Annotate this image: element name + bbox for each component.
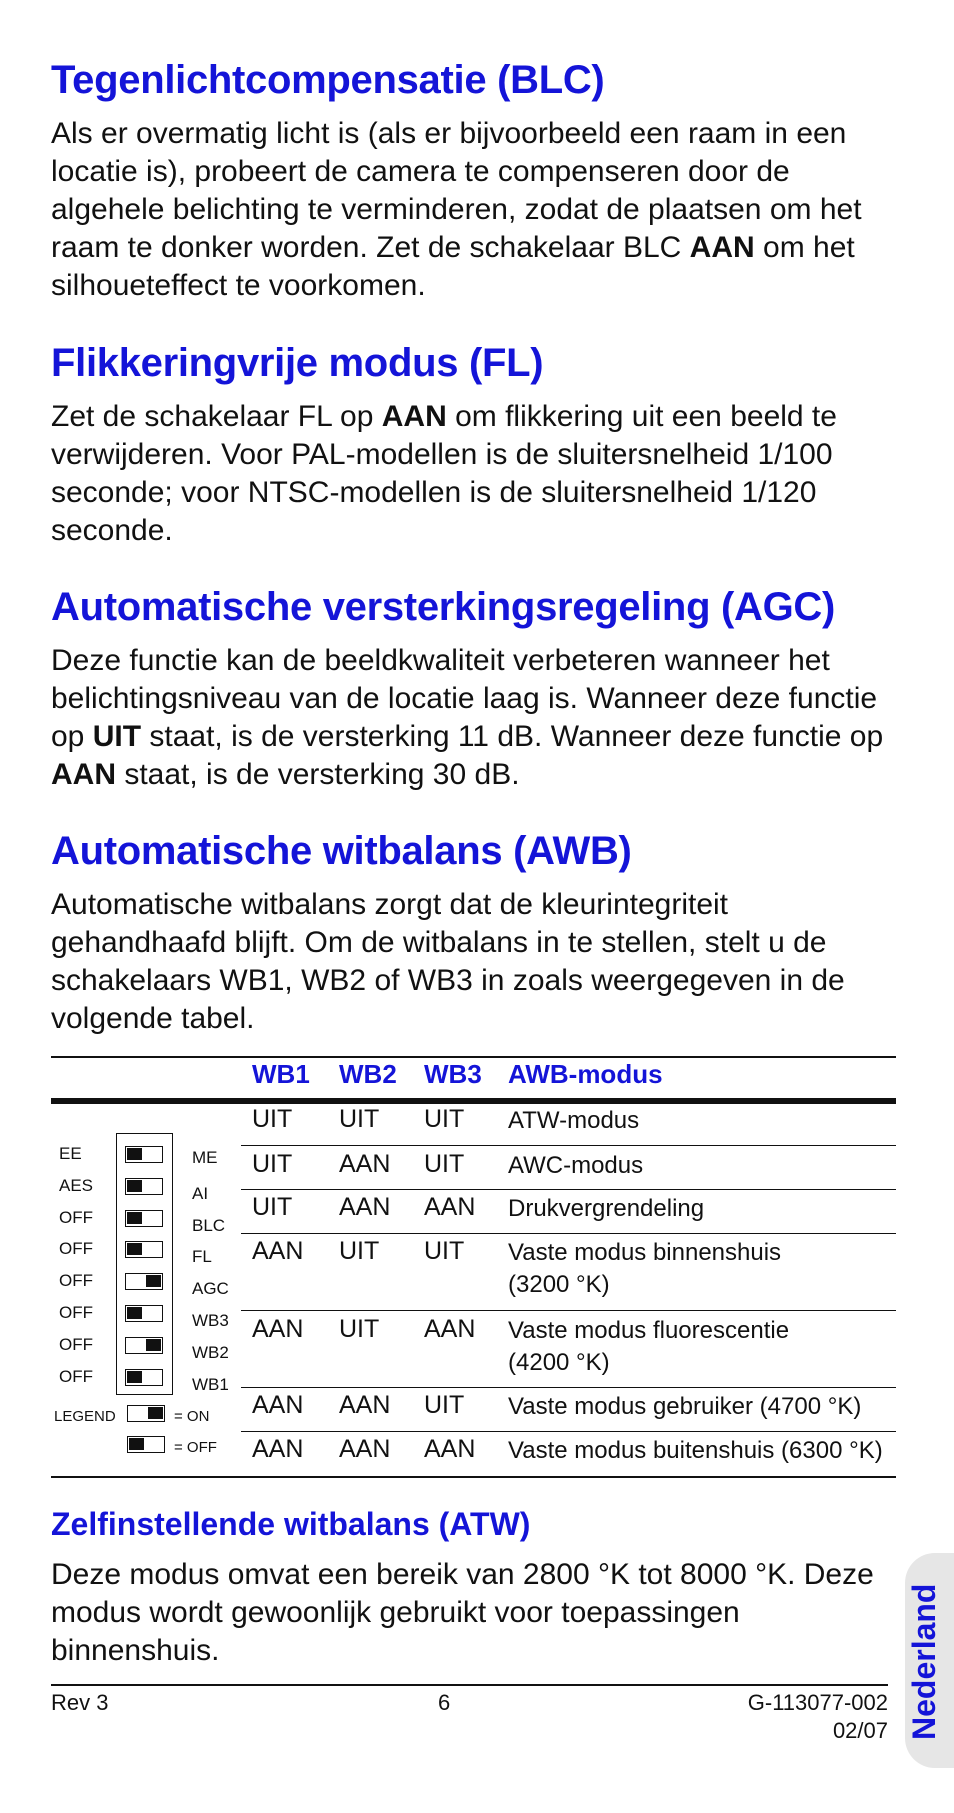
dip-left-label: OFF [59, 1367, 93, 1386]
table-cell-wb1: UIT [252, 1105, 293, 1133]
dip-switch-icon [125, 1178, 163, 1195]
heading-awb: Automatische witbalans (AWB) [51, 829, 632, 873]
dip-switch-icon [125, 1210, 163, 1227]
footer-doc-id: G-113077-002 [747, 1690, 888, 1715]
table-cell-wb3: AAN [424, 1193, 476, 1221]
dip-right-label: FL [192, 1247, 212, 1266]
table-cell-wb2: AAN [339, 1435, 391, 1463]
mode-line-2: (3200 °K) [508, 1271, 610, 1298]
heading-fl: Flikkeringvrije modus (FL) [51, 341, 544, 385]
paragraph-atw: Deze modus omvat een bereik van 2800 °K tot 8000 °K. Deze modus wordt gewoonlijk gebruikt voor toepassingen binnenshuis. [51, 1558, 874, 1667]
legend-off-label: = OFF [174, 1439, 217, 1456]
footer-rev: Rev 3 [51, 1690, 109, 1715]
mode-line-1: Vaste modus gebruiker (4700 °K) [508, 1393, 862, 1420]
dip-switch-icon [125, 1305, 163, 1322]
table-cell-wb3: UIT [424, 1237, 465, 1265]
table-cell-wb3: UIT [424, 1105, 465, 1133]
dip-right-label: AGC [192, 1279, 229, 1298]
mode-line-1: Drukvergrendeling [508, 1195, 705, 1222]
table-cell-wb1: AAN [252, 1315, 304, 1343]
table-cell-wb2: UIT [339, 1105, 380, 1133]
dip-right-label: ME [192, 1148, 218, 1167]
mode-line-1: AWC-modus [508, 1152, 644, 1179]
table-cell-wb1: UIT [252, 1150, 293, 1178]
mode-line-1: Vaste modus buitenshuis (6300 °K) [508, 1437, 883, 1464]
dip-left-label: AES [59, 1176, 94, 1195]
header-wb2: WB2 [339, 1059, 397, 1089]
dip-switch-icon [125, 1337, 163, 1354]
dip-left-label: EE [59, 1144, 82, 1163]
table-cell-wb1: AAN [252, 1435, 304, 1463]
table-cell-wb2: AAN [339, 1391, 391, 1419]
bold-aan: AAN [51, 758, 116, 791]
dip-switch-frame [116, 1133, 173, 1395]
paragraph-agc: Deze functie kan de beeldkwaliteit verbeteren wanneer het belichtingsniveau van de locatie laag is. Wanneer deze functie op UIT staat, is de versterking 11 dB. Wanneer deze functie op AAN staat, is de versterking 30 dB. [51, 644, 884, 791]
heading-agc: Automatische versterkingsregeling (AGC) [51, 585, 836, 629]
table-cell-wb1: AAN [252, 1237, 304, 1265]
dip-right-label: WB1 [192, 1375, 229, 1394]
table-row-rule [241, 1233, 896, 1234]
bold-aan: AAN [381, 400, 447, 433]
footer-page-number: 6 [438, 1690, 451, 1715]
table-cell-wb3: UIT [424, 1150, 465, 1178]
dip-right-label: BLC [192, 1216, 226, 1235]
header-wb3: WB3 [424, 1059, 482, 1089]
bold-aan: AAN [689, 231, 755, 264]
mode-line-1: Vaste modus binnenshuis [508, 1239, 782, 1266]
table-cell-mode [508, 1391, 861, 1423]
footer-rule [51, 1684, 888, 1686]
table-cell-mode [508, 1105, 639, 1137]
table-cell-wb2: UIT [339, 1315, 380, 1343]
dip-left-label: OFF [59, 1335, 93, 1354]
dip-left-label: OFF [59, 1303, 93, 1322]
table-cell-wb2: UIT [339, 1237, 380, 1265]
dip-right-label: WB2 [192, 1343, 229, 1362]
mode-line-1: ATW-modus [508, 1107, 640, 1134]
dip-left-label: OFF [59, 1239, 93, 1258]
mode-line-1: Vaste modus fluorescentie [508, 1317, 790, 1344]
table-cell-mode [508, 1237, 781, 1301]
dip-right-label: WB3 [192, 1311, 229, 1330]
table-cell-wb1: UIT [252, 1193, 293, 1221]
dip-right-label: AI [192, 1184, 209, 1203]
paragraph-fl: Zet de schakelaar FL op AAN om flikkering uit een beeld te verwijderen. Voor PAL-modellen is de sluitersnelheid 1/100 seconde; voor NTSC-modellen is de sluitersnelheid 1/120 seconde. [51, 400, 837, 547]
header-wb1: WB1 [252, 1059, 310, 1089]
table-cell-mode [508, 1435, 883, 1467]
table-cell-mode [508, 1315, 789, 1379]
legend-off-switch-icon [127, 1436, 165, 1453]
legend-on-label: = ON [174, 1408, 210, 1425]
table-row-rule [241, 1387, 896, 1388]
header-awb-mode: AWB-modus [508, 1059, 663, 1089]
table-cell-wb2: AAN [339, 1150, 391, 1178]
paragraph-awb: Automatische witbalans zorgt dat de kleurintegriteit gehandhaafd blijft. Om de witbalans in te stellen, stelt u de schakelaars WB1, WB2 of WB3 in zoals weergegeven in de volgende tabel. [51, 888, 845, 1035]
legend-label: LEGEND [54, 1408, 116, 1425]
mode-line-2: (4200 °K) [508, 1349, 610, 1376]
table-cell-wb3: AAN [424, 1435, 476, 1463]
dip-left-label: OFF [59, 1208, 93, 1227]
bold-uit: UIT [92, 720, 142, 753]
dip-switch-icon [125, 1146, 163, 1163]
heading-blc: Tegenlichtcompensatie (BLC) [51, 58, 605, 102]
dip-switch-icon [125, 1241, 163, 1258]
dip-switch-icon [125, 1273, 163, 1290]
table-row-rule [241, 1189, 896, 1190]
table-row-rule [241, 1431, 896, 1432]
paragraph-blc: Als er overmatig licht is (als er bijvoorbeeld een raam in een locatie is), probeert de camera te compenseren door de algehele belichting te verminderen, zodat de plaatsen om het raam te donker worden. Zet de schakelaar BLC AAN om het silhoueteffect te voorkomen. [51, 117, 862, 302]
dip-left-label: OFF [59, 1271, 93, 1290]
table-cell-wb2: AAN [339, 1193, 391, 1221]
footer-date: 02/07 [832, 1718, 888, 1743]
table-cell-wb3: AAN [424, 1315, 476, 1343]
table-row-rule [241, 1310, 896, 1311]
table-bottom-rule [51, 1476, 896, 1478]
table-header-rule [51, 1098, 896, 1104]
legend-on-switch-icon [127, 1405, 165, 1422]
table-cell-wb3: UIT [424, 1391, 465, 1419]
table-cell-mode [508, 1150, 643, 1182]
table-row-rule [241, 1145, 896, 1146]
table-cell-wb1: AAN [252, 1391, 304, 1419]
heading-atw: Zelfinstellende witbalans (ATW) [51, 1506, 531, 1542]
dip-switch-icon [125, 1369, 163, 1386]
table-cell-mode [508, 1193, 704, 1225]
table-top-rule [51, 1056, 896, 1058]
language-tab-label: Nederland [906, 1583, 942, 1740]
